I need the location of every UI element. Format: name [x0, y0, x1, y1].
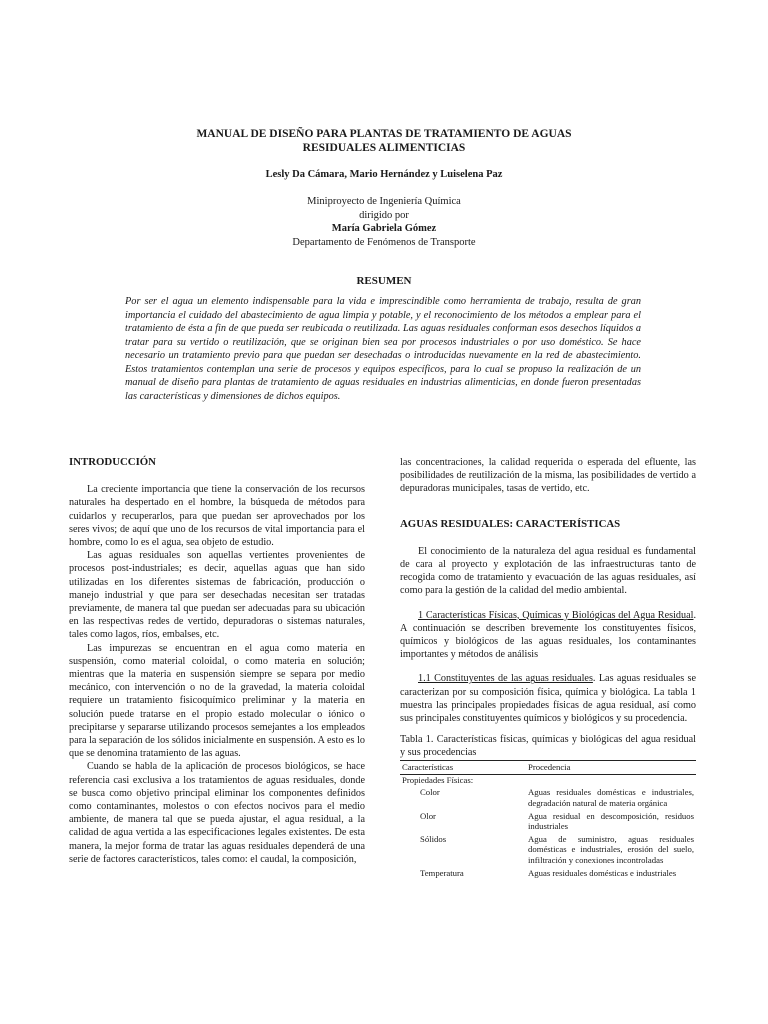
intro-paragraph-2: Las aguas residuales son aquellas vertientes provenientes de procesos post-industriales; es decir, aquellas aguas que han sido utilizadas en los diferentes sistemas de fabricación, producción o manejo industrial y que para ser desechadas necesitan ser tratadas previamente, de manera tal que puedan ser adecuadas para su ubicación en las respectivas redes de vertido, depuradoras o sistemas naturales, tales como lagos, ríos, embalses, etc. — [69, 550, 365, 641]
intro-paragraph-4-continued: las concentraciones, la calidad requerida o esperada del efluente, las posibilidades de reutilización de la misma, las posibilidades de vertido a depuradoras municipales, tasas de vertido, etc. — [400, 457, 696, 495]
characteristics-heading: AGUAS RESIDUALES: CARACTERÍSTICAS — [400, 517, 621, 530]
table-cell-source: Aguas residuales domésticas e industriales, degradación natural de materia orgánica — [528, 787, 694, 809]
table-row — [400, 867, 696, 880]
subsection-1-text: . A continuación se describen brevemente los constituyentes físicos, químicos y biológicos de las aguas residuales, los contaminantes importantes y métodos de análisis — [400, 609, 696, 661]
table-1-caption: Tabla 1. Características físicas, químicas y biológicas del agua residual y sus procedencias — [400, 734, 696, 759]
intro-paragraph-3: Las impurezas se encuentran en el agua como materia en suspensión, como material coloidal, o como materia en solución; mientras que la materia en suspensión siempre se separa por medio mecánico, con intervención o no de la gravedad, la materia coloidal requiere un tratamiento fisicoquímico preliminar y la materia en solución puede tratarse en el propio estado molecular o iónico o precipitarse y separarse utilizando procesos semejantes a los empleados para la separación de los sólidos inicialmente en suspensión. A esto es lo que se denomina tratamiento de las aguas. — [69, 642, 365, 760]
intro-paragraph-1: La creciente importancia que tiene la conservación de los recursos naturales ha despertado en el hombre, la búsqueda de métodos para cuidarlos y recuperarlos, para que puedan ser aprovechados por los seres vivos; de aquí que uno de los recursos de vital importancia para el hombre, como lo es el agua, sea objeto de estudio. — [69, 484, 365, 549]
table-row — [400, 786, 696, 809]
left-column — [69, 456, 365, 866]
intro-heading: INTRODUCCIÓN — [69, 456, 156, 468]
table-cell-name: Sólidos — [420, 833, 447, 844]
table-header-row — [400, 761, 696, 775]
table-cell-source: Agua de suministro, aguas residuales domésticas e industriales, erosión del suelo, infiltración y conexiones incontroladas — [528, 833, 694, 865]
subsection-1-title: 1 Características Físicas, Químicas y Biológicas del Agua Residual — [418, 609, 694, 621]
table-group-row — [400, 774, 696, 786]
table-cell-name: Olor — [420, 810, 436, 821]
abstract-heading: RESUMEN — [356, 275, 412, 287]
subsection-1-1-title: 1.1 Constituyentes de las aguas residuales — [418, 673, 593, 685]
table-cell-source: Aguas residuales domésticas e industriales — [528, 867, 677, 878]
directed-by-line: dirigido por — [359, 209, 409, 221]
title-line-1: MANUAL DE DISEÑO PARA PLANTAS DE TRATAMIENTO DE AGUAS — [196, 128, 572, 140]
table-group-label: Propiedades Físicas: — [402, 774, 474, 785]
table-row — [400, 833, 696, 867]
project-line: Miniproyecto de Ingeniería Química — [307, 196, 461, 207]
subsection-1 — [400, 609, 696, 662]
characteristics-paragraph: El conocimiento de la naturaleza del agua residual es fundamental de cara al proyecto y explotación de las infraestructuras tanto de recogida como de tratamiento y evacuación de las aguas residuales, así como para la gestión de la calidad del medio ambiental. — [400, 545, 696, 597]
department-line: Departamento de Fenómenos de Transporte — [292, 236, 476, 248]
table-1 — [400, 760, 696, 879]
advisor-name: María Gabriela Gómez — [331, 223, 437, 234]
table-header-source: Procedencia — [526, 761, 696, 775]
affiliation-block — [100, 195, 668, 249]
table-cell-source: Agua residual en descomposición, residuos industriales — [528, 810, 694, 832]
table-cell-name: Temperatura — [420, 867, 464, 878]
table-cell-name: Color — [420, 787, 440, 798]
title-line-2: RESIDUALES ALIMENTICIAS — [302, 142, 466, 154]
abstract-text: Por ser el agua un elemento indispensable para la vida e imprescindible como herramienta de trabajo, resulta de gran importancia el cuidado del abastecimiento de agua limpia y potable, y el reconocimiento de los métodos a emplear para el tratamiento de ésta a fin de que pueda ser reubicada o reutilizada. Las aguas residuales conforman esos desechos líquidos a tratar para su vertido o reutilización, que se originan bien sea por procesos industriales o por uso doméstico. Se hace necesario un tratamiento previo para que puedan ser desechadas o introducidas nuevamente en la red de abastecimiento. Estos tratamientos contemplan una serie de procesos y equipos específicos, para lo cual se propuso la realización de un manual de diseño para plantas de tratamiento de aguas residuales en industrias alimenticias, en donde fueron presentadas las características y dimensiones de dichos equipos. — [125, 296, 641, 402]
subsection-1-1 — [400, 672, 696, 725]
subsection-1-1-text: . Las aguas residuales se caracterizan por su composición física, química y biológica. La tabla 1 muestra las principales propiedades físicas de agua residual, así como sus principales constituyentes químicos y biológicos y su procedencia. — [400, 673, 696, 725]
intro-paragraph-4: Cuando se habla de la aplicación de procesos biológicos, se hace referencia casi exclusiva a los tratamientos de aguas residuales, donde se busca como objetivo principal eliminar los componentes definidos como contaminantes, molestos o con efectos nocivos para el medio ambiente, de manera tal que se pueda ajustar, el agua residual, a la calidad de agua vertida a las especificaciones legales existentes. De esta manera, la mejor forma de tratar las aguas residuales dependerá de una serie de factores característicos, tales como: el caudal, la composición, — [69, 761, 365, 865]
right-column — [400, 456, 696, 879]
table-header-characteristics: Características — [400, 761, 526, 775]
paper-title — [100, 127, 668, 155]
authors: Lesly Da Cámara, Mario Hernández y Luiselena Paz — [265, 169, 503, 180]
table-row — [400, 810, 696, 833]
